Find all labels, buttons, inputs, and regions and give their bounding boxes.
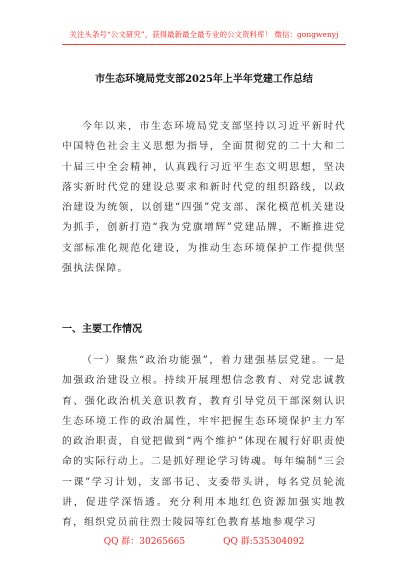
footer-qq-group-2: QQ 群:535304092	[223, 537, 305, 547]
footer-qq-group-1: QQ 群：30265665	[103, 537, 186, 547]
header-banner: 关注头条号“公文研究”，获得最新最全最专业的公文资料库！ 微信：gongwenyj	[69, 30, 339, 39]
section-paragraph: （一）聚焦“政治功能强”，着力建强基层党建。一是加强政治建设立根。持续开展理想信念教育、对党忠诚教育、强化政治机关意识教育，教育引导党员干部深刻认识生态环境工作的政治属性，牢牢把握生态环境保护主力军的政治职责，自觉把做到“两个维护”体现在履行好职责使命的实际行动上。二是抓好理论学习铸魂。每年编制“三会一课”学习计划，支部书记、支委带头讲，每名党员轮流讲，促进学深悟透。充分利用本地红色资源加强实地教育，组织党员前往烈士陵园等红色教育基地参观学习	[62, 355, 346, 529]
header-divider	[62, 44, 346, 45]
intro-paragraph: 今年以来，市生态环境局党支部坚持以习近平新时代中国特色社会主义思想为指导，全面贯彻党的二十大和二十届三中全会精神，认真践行习近平生态文明思想，坚决落实新时代党的建设总要求和新时代党的组织路线，以政治建设为统领，以创建“四强”党支部、深化模范机关建设为抓手，创新打造“我为党旗增辉”党建品牌，不断推进党支部标准化规范化建设，为推动生态环境保护工作提供坚强执法保障。	[62, 121, 346, 275]
document-title: 市生态环境局党支部2025年上半年党建工作总结	[95, 74, 313, 85]
footer-contact	[0, 534, 408, 547]
section-heading: 一、主要工作情况	[62, 324, 142, 335]
